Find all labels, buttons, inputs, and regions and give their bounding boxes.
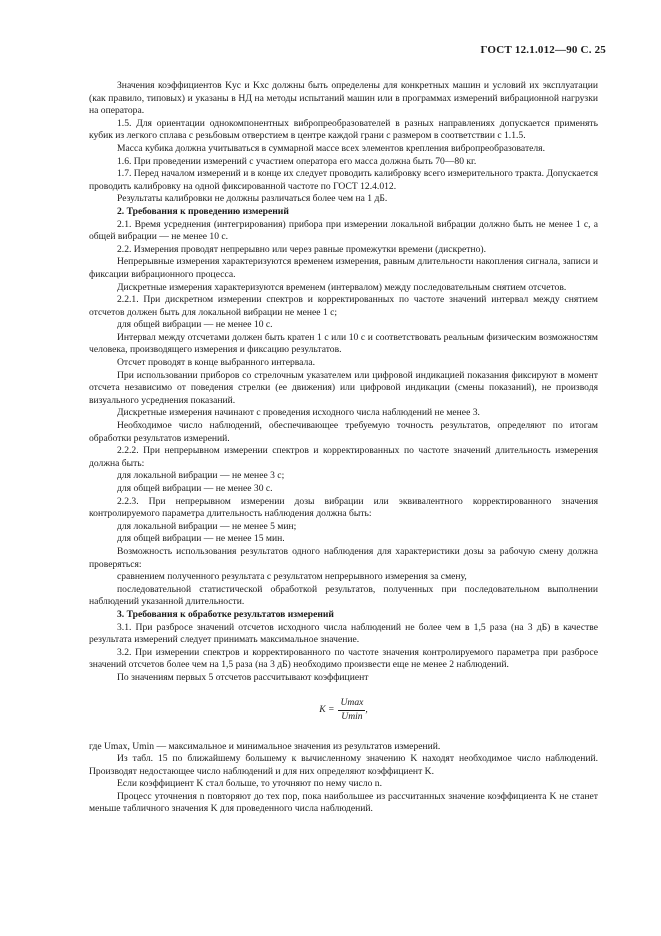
formula-lhs: K = xyxy=(319,704,335,716)
paragraph: для локальной вибрации — не менее 3 с; xyxy=(117,470,285,482)
paragraph: Значения коэффициентов Kус и Kхс должны быть определены для конкретных машин и условий их эксплуатации (как правило, типовых) и указаны в НД на методы испытаний машин или в программах измерений вибрационной нагрузки на оператора. xyxy=(89,80,598,117)
formula xyxy=(89,689,598,733)
paragraph: 2.1. Время усреднения (интегрирования) прибора при измерении локальной вибрации должно быть не менее 1 с, а общей вибрации — не менее 10 с. xyxy=(89,218,598,243)
paragraph: сравнением полученного результата с результатом непрерывного измерения за смену, xyxy=(117,571,467,583)
paragraph: для локальной вибрации — не менее 5 мин; xyxy=(117,520,297,532)
paragraph: Дискретные измерения начинают с проведения исходного числа наблюдений не менее 3. xyxy=(117,407,480,419)
section-heading: 3. Требования к обработке результатов измерений xyxy=(117,608,334,620)
paragraph: 2.2.1. При дискретном измерении спектров и корректированных по частоте значений интервал между снятием отсчетов должен быть для локальной вибрации не менее 1 с; xyxy=(89,294,598,318)
paragraph: 1.5. Для ориентации однокомпонентных вибропреобразователей в разных направлениях допускается применять кубик из легкого сплава с резьбовым отверстием в центре каждой грани с размером в соответствии с 1.1.5. xyxy=(89,117,598,142)
paragraph: Процесс уточнения n повторяют до тех пор, пока наибольшее из рассчитанных значение коэффициента K не станет меньше табличного значения K для проведенного числа наблюдений. xyxy=(89,790,598,815)
paragraph: Необходимое число наблюдений, обеспечивающее требуемую точность результатов, определяют по итогам обработки результатов измерений. xyxy=(89,420,598,444)
paragraph: Отсчет проводят в конце выбранного интервала. xyxy=(117,357,315,369)
paragraph: для общей вибрации — не менее 10 с. xyxy=(117,319,273,331)
paragraph: 1.6. При проведении измерений с участием оператора его масса должна быть 70—80 кг. xyxy=(117,155,477,167)
section-heading: 2. Требования к проведению измерений xyxy=(117,205,289,217)
paragraph: 2.2. Измерения проводят непрерывно или через равные промежутки времени (дискретно). xyxy=(117,243,487,255)
paragraph: где Umax, Umin — максимальное и минимальное значения из результатов измерений. xyxy=(89,740,441,752)
paragraph: Масса кубика должна учитываться в суммарной массе всех элементов крепления вибропреобразователя. xyxy=(117,142,545,154)
formula-fraction xyxy=(338,697,368,723)
formula-denominator: Umin xyxy=(341,711,363,722)
paragraph: для общей вибрации — не менее 30 с. xyxy=(117,483,273,494)
document-body xyxy=(89,80,598,816)
paragraph: 3.2. При измерении спектров и корректированного по частоте значения контролируемого параметра при разбросе значений отсчетов более чем на 1,5 раза (на 3 дБ) необходимо произвести еще не менее 2 наблюдений. xyxy=(89,646,598,671)
paragraph: При использовании приборов со стрелочным указателем или цифровой индикацией показания фиксируют в момент отсчета независимо от поведения стрелки (ее движения) или цифровой индикации (смены показаний), не производя визуального усреднения показаний. xyxy=(89,369,598,406)
paragraph: По значениям первых 5 отсчетов рассчитывают коэффициент xyxy=(117,671,369,683)
page-header: ГОСТ 12.1.012—90 С. 25 xyxy=(480,44,606,56)
paragraph: Непрерывные измерения характеризуются временем измерения, равным длительности накопления сигнала, записи и фиксации вибрационного процесса. xyxy=(89,256,598,280)
paragraph: последовательной статистической обработкой результатов, полученных при последовательном выполнении наблюдений указанной длительности. xyxy=(89,583,598,608)
paragraph: 1.7. Перед началом измерений и в конце их следует проводить калибровку всего измерительного тракта. Допускается проводить калибровку на одной фиксированной частоте по ГОСТ 12.4.012. xyxy=(89,168,598,192)
paragraph: 2.2.2. При непрерывном измерении спектров и корректированных по частоте значений длительность измерения должна быть: xyxy=(89,445,598,469)
formula-numerator: Umax xyxy=(338,697,365,711)
paragraph: Если коэффициент K стал больше, то уточняют по нему число n. xyxy=(117,778,382,790)
paragraph: Результаты калибровки не должны различаться более чем на 1 дБ. xyxy=(117,193,388,205)
paragraph: 2.2.3. При непрерывном измерении дозы вибрации или эквивалентного корректированного значения контролируемого параметра длительность наблюдения должна быть: xyxy=(89,495,598,520)
paragraph: Интервал между отсчетами должен быть кратен 1 с или 10 с и соответствовать реальным физическим возможностям человека, производящего измерения и фиксацию результатов. xyxy=(89,331,598,356)
paragraph: Из табл. 15 по ближайшему большему к вычисленному значению K находят необходимое число наблюдений. Производят недостающее число наблюдений и для них определяют коэффициент K. xyxy=(89,753,598,777)
paragraph: для общей вибрации — не менее 15 мин. xyxy=(117,533,285,545)
paragraph: 3.1. При разбросе значений отсчетов исходного числа наблюдений не более чем в 1,5 раза (на 3 дБ) в качестве результата измерений следует принимать максимальное значение. xyxy=(89,621,598,646)
formula-tail: , xyxy=(365,704,368,716)
paragraph: Возможность использования результатов одного наблюдения для характеристики дозы за рабочую смену должна проверяться: xyxy=(89,545,598,570)
paragraph: Дискретные измерения характеризуются временем (интервалом) между последовательным снятием отсчетов. xyxy=(117,281,567,293)
